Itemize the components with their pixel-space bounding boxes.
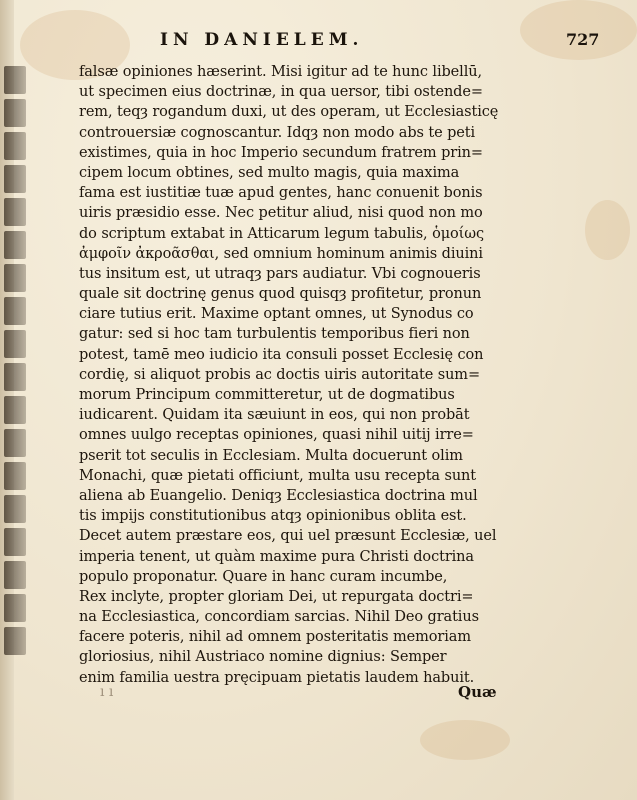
show-through-text	[4, 66, 26, 660]
text-line: iudicarent. Quidam ita sæuiunt in eos, qui non probāt	[79, 407, 470, 424]
text-line: existimes, quia in hoc Imperio secundum fratrem prin=	[79, 144, 483, 161]
text-line: do scriptum extabat in Atticarum legum tabulis, ὁμοίως	[79, 225, 484, 242]
text-line: facere poteris, nihil ad omnem posteritatis memoriam	[79, 629, 471, 646]
text-line: enim familia uestra pręcipuam pietatis laudem habuit.	[79, 669, 475, 686]
text-line: cipem locum obtines, sed multo magis, quia maxima	[79, 164, 460, 181]
text-line: fama est iustitiæ tuæ apud gentes, hanc conuenit bonis	[79, 185, 483, 202]
text-line: aliena ab Euangelio. Deniqȝ Ecclesiastica doctrina mul	[79, 487, 478, 504]
text-line: imperia tenent, ut quàm maxime pura Christi doctrina	[79, 548, 474, 565]
text-line: quale sit doctrinę genus quod quisqȝ profitetur, pronun	[79, 286, 482, 303]
text-line: potest, tamē meo iudicio ita consuli posset Ecclesię con	[79, 346, 484, 363]
text-line: tus insitum est, ut utraqȝ pars audiatur. Vbi cognoueris	[79, 265, 481, 282]
text-line: na Ecclesiastica, concordiam sarcias. Nihil Deo gratius	[79, 609, 479, 626]
text-line: uiris præsidio esse. Nec petitur aliud, nisi quod non mo	[79, 205, 483, 222]
text-line: populo proponatur. Quare in hanc curam incumbe,	[79, 568, 448, 585]
signature-mark-icon: ı ı	[100, 684, 114, 700]
text-line: ut specimen eius doctrinæ, in qua uersor, tibi ostende=	[79, 84, 483, 101]
text-line: morum Principum committeretur, ut de dogmatibus	[79, 387, 455, 403]
page-header	[0, 30, 637, 54]
stain-right-margin	[585, 200, 630, 260]
text-line: ciare tutius erit. Maxime optant omnes, ut Synodus co	[79, 306, 474, 323]
text-line: gatur: sed si hoc tam turbulentis temporibus fieri non	[79, 326, 470, 343]
text-line: Rex inclyte, propter gloriam Dei, ut repurgata doctri=	[79, 588, 474, 605]
text-line: pserit tot seculis in Ecclesiam. Multa docuerunt olim	[79, 447, 463, 464]
text-line: omnes uulgo receptas opiniones, quasi nihil uitij irre=	[79, 427, 474, 444]
text-line: tis impijs constitutionibus atqȝ opinionibus oblita est.	[79, 508, 467, 525]
text-line: ἀμφοῖν ἀκροᾶσθαι, sed omnium hominum animis diuini	[79, 245, 483, 262]
page-number: 727	[566, 30, 600, 49]
running-title: IN DANIELEM.	[160, 30, 364, 50]
text-line: controuersiæ cognoscantur. Idqȝ non modo abs te peti	[79, 124, 476, 141]
text-line: cordię, si aliquot probis ac doctis uiris autoritate sum=	[79, 366, 481, 383]
text-line: Monachi, quæ pietati officiunt, multa usu recepta sunt	[79, 467, 477, 484]
stain-bottom	[420, 720, 510, 760]
text-line: gloriosius, nihil Austriaco nomine dignius: Semper	[79, 649, 447, 666]
catchword: Quæ	[458, 683, 497, 701]
text-line: Decet autem præstare eos, qui uel præsunt Ecclesiæ, uel	[79, 528, 497, 545]
text-line: falsæ opiniones hæserint. Misi igitur ad te hunc libellū,	[79, 64, 482, 80]
text-line: rem, teqȝ rogandum duxi, ut des operam, ut Ecclesiasticę	[79, 104, 499, 121]
body-text	[79, 62, 499, 688]
